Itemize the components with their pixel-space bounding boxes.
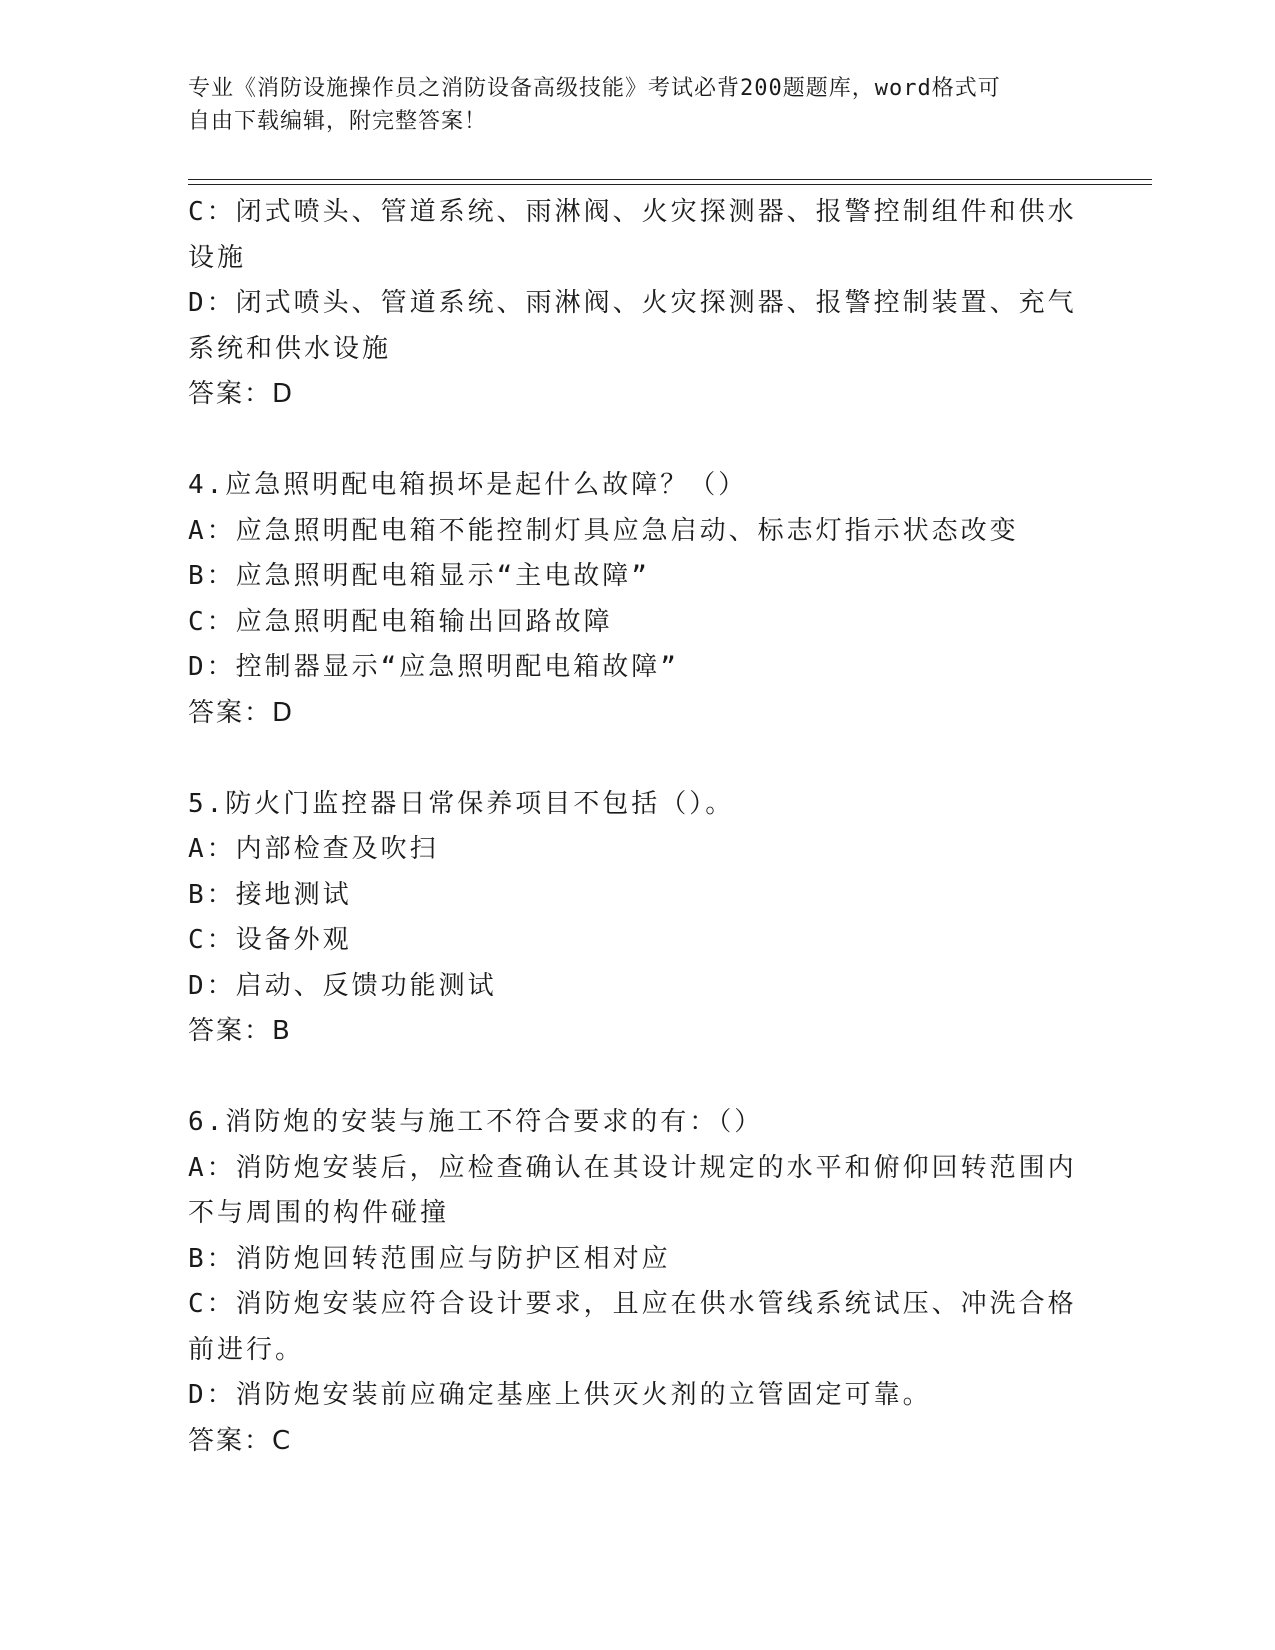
- option-a-line-2: 不与周围的构件碰撞: [188, 1198, 450, 1228]
- answer-line: 答案：D: [188, 697, 295, 728]
- answer-line: 答案：D: [188, 379, 295, 409]
- option-c: C：设备外观: [188, 925, 352, 955]
- answer-line: 答案：B: [188, 1016, 292, 1046]
- option-a: A：内部检查及吹扫: [188, 834, 439, 864]
- option-b: B：消防炮回转范围应与防护区相对应: [188, 1243, 671, 1274]
- document-header: [188, 72, 1068, 138]
- option-d: D：控制器显示“应急照明配电箱故障”: [188, 652, 679, 682]
- option-b: B：应急照明配电箱显示“主电故障”: [188, 561, 650, 591]
- option-c: C：应急照明配电箱输出回路故障: [188, 606, 613, 637]
- question-text: 6.消防炮的安装与施工不符合要求的有：（）: [188, 1107, 764, 1137]
- option-d-line-2: 系统和供水设施: [188, 333, 392, 364]
- option-a-line-1: A：消防炮安装后，应检查确认在其设计规定的水平和俯仰回转范围内: [188, 1152, 1077, 1183]
- question-text: 5.防火门监控器日常保养项目不包括（）。: [188, 788, 735, 819]
- option-d-line-1: D：闭式喷头、管道系统、雨淋阀、火灾探测器、报警控制装置、充气: [188, 288, 1077, 318]
- spacer: [188, 418, 1088, 464]
- question-3-tail: [188, 190, 1088, 418]
- option-c-line-2: 前进行。: [188, 1334, 305, 1365]
- option-b: B：接地测试: [188, 879, 352, 910]
- spacer: [188, 736, 1088, 782]
- option-c-line-1: C：消防炮安装应符合设计要求，且应在供水管线系统试压、冲洗合格: [188, 1289, 1077, 1319]
- option-c-line-2: 设施: [188, 242, 247, 273]
- question-6: [188, 1100, 1088, 1464]
- question-4: [188, 463, 1088, 736]
- spacer: [188, 1055, 1088, 1101]
- answer-line: 答案：C: [188, 1425, 293, 1456]
- option-d: D：启动、反馈功能测试: [188, 970, 497, 1001]
- header-title-line-2: 自由下载编辑，附完整答案！: [188, 109, 488, 134]
- question-list: [188, 190, 1088, 1464]
- option-c-line-1: C：闭式喷头、管道系统、雨淋阀、火灾探测器、报警控制组件和供水: [188, 197, 1077, 227]
- option-a: A：应急照明配电箱不能控制灯具应急启动、标志灯指示状态改变: [188, 515, 1019, 546]
- header-title-line-1: 专业《消防设施操作员之消防设备高级技能》考试必背200题题库，word格式可: [188, 76, 1001, 101]
- header-divider-bottom: [188, 184, 1152, 185]
- header-divider-top: [188, 179, 1152, 180]
- question-text: 4.应急照明配电箱损坏是起什么故障？（）: [188, 470, 748, 500]
- question-5: [188, 782, 1088, 1055]
- option-d: D：消防炮安装前应确定基座上供灭火剂的立管固定可靠。: [188, 1380, 932, 1410]
